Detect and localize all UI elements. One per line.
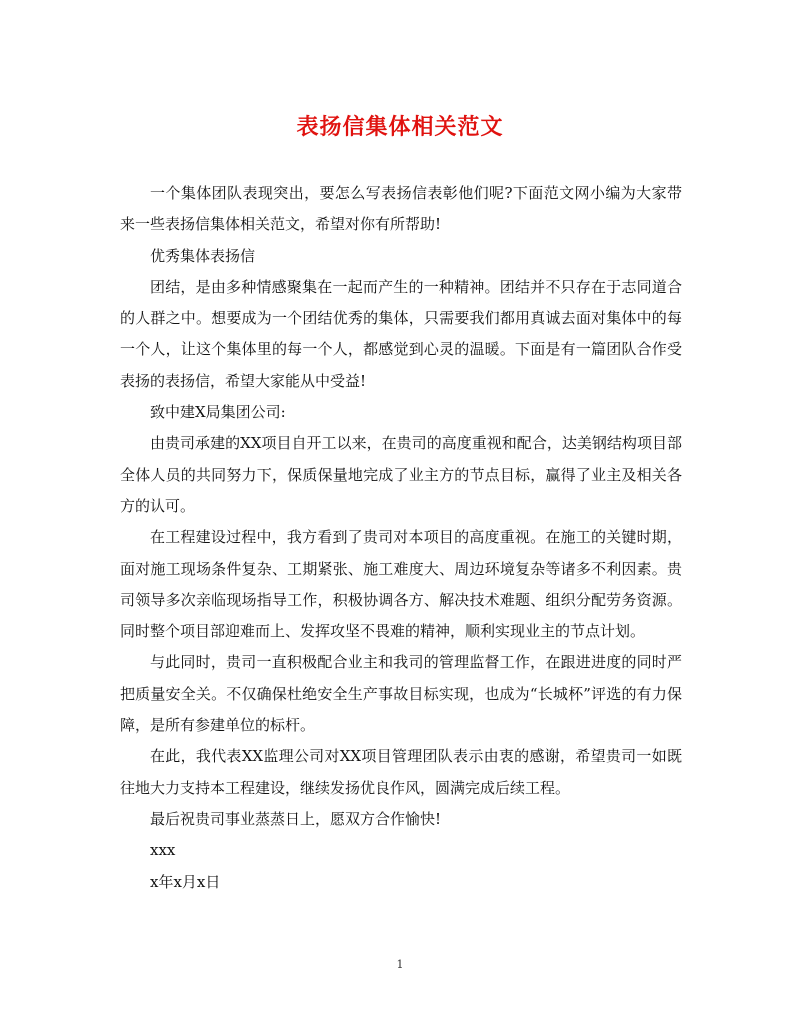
section-heading: 优秀集体表扬信 (150, 246, 256, 265)
page-number: 1 (396, 958, 404, 971)
body-paragraph: 在工程建设过程中，我方看到了贵司对本项目的高度重视。在施工的关键时期，面对施工现场条件复杂、工期紧张、施工难度大、周边环境复杂等诸多不利因素。贵司领导多次亲临现场指导工作，积极协调各方、解决技术难题、组织分配劳务资源。同时整个项目部迎难而上、发挥攻坚不畏难的精神，顺利实现业主的节点计划。 (120, 528, 682, 641)
document-body (120, 178, 682, 898)
body-paragraph: 由贵司承建的XX项目自开工以来，在贵司的高度重视和配合，达美钢结构项目部全体人员的共同努力下，保质保量地完成了业主方的节点目标，赢得了业主及相关各方的认可。 (120, 434, 682, 515)
salutation: 致中建X局集团公司: (150, 403, 286, 422)
body-paragraph: 团结，是由多种情感聚集在一起而产生的一种精神。团结并不只存在于志同道合的人群之中。想要成为一个团结优秀的集体，只需要我们都用真诚去面对集体中的每一个人，让这个集体里的每一个人，都感觉到心灵的温暖。下面是有一篇团队合作受表扬的表扬信，希望大家能从中受益! (120, 277, 682, 390)
intro-paragraph: 一个集体团队表现突出，要怎么写表扬信表彰他们呢?下面范文网小编为大家带来一些表扬信集体相关范文，希望对你有所帮助! (120, 184, 682, 234)
date: x年x月x日 (150, 872, 221, 891)
body-paragraph: 在此，我代表XX监理公司对XX项目管理团队表示由衷的感谢，希望贵司一如既往地大力支持本工程建设，继续发扬优良作风，圆满完成后续工程。 (120, 747, 682, 797)
document-title: 表扬信集体相关范文 (296, 115, 504, 140)
closing-wish: 最后祝贵司事业蒸蒸日上，愿双方合作愉快! (150, 809, 442, 828)
signature: xxx (150, 841, 176, 860)
body-paragraph: 与此同时，贵司一直积极配合业主和我司的管理监督工作，在跟进进度的同时严把质量安全关。不仅确保杜绝安全生产事故目标实现，也成为“长城杯”评选的有力保障，是所有参建单位的标杆。 (120, 653, 682, 735)
